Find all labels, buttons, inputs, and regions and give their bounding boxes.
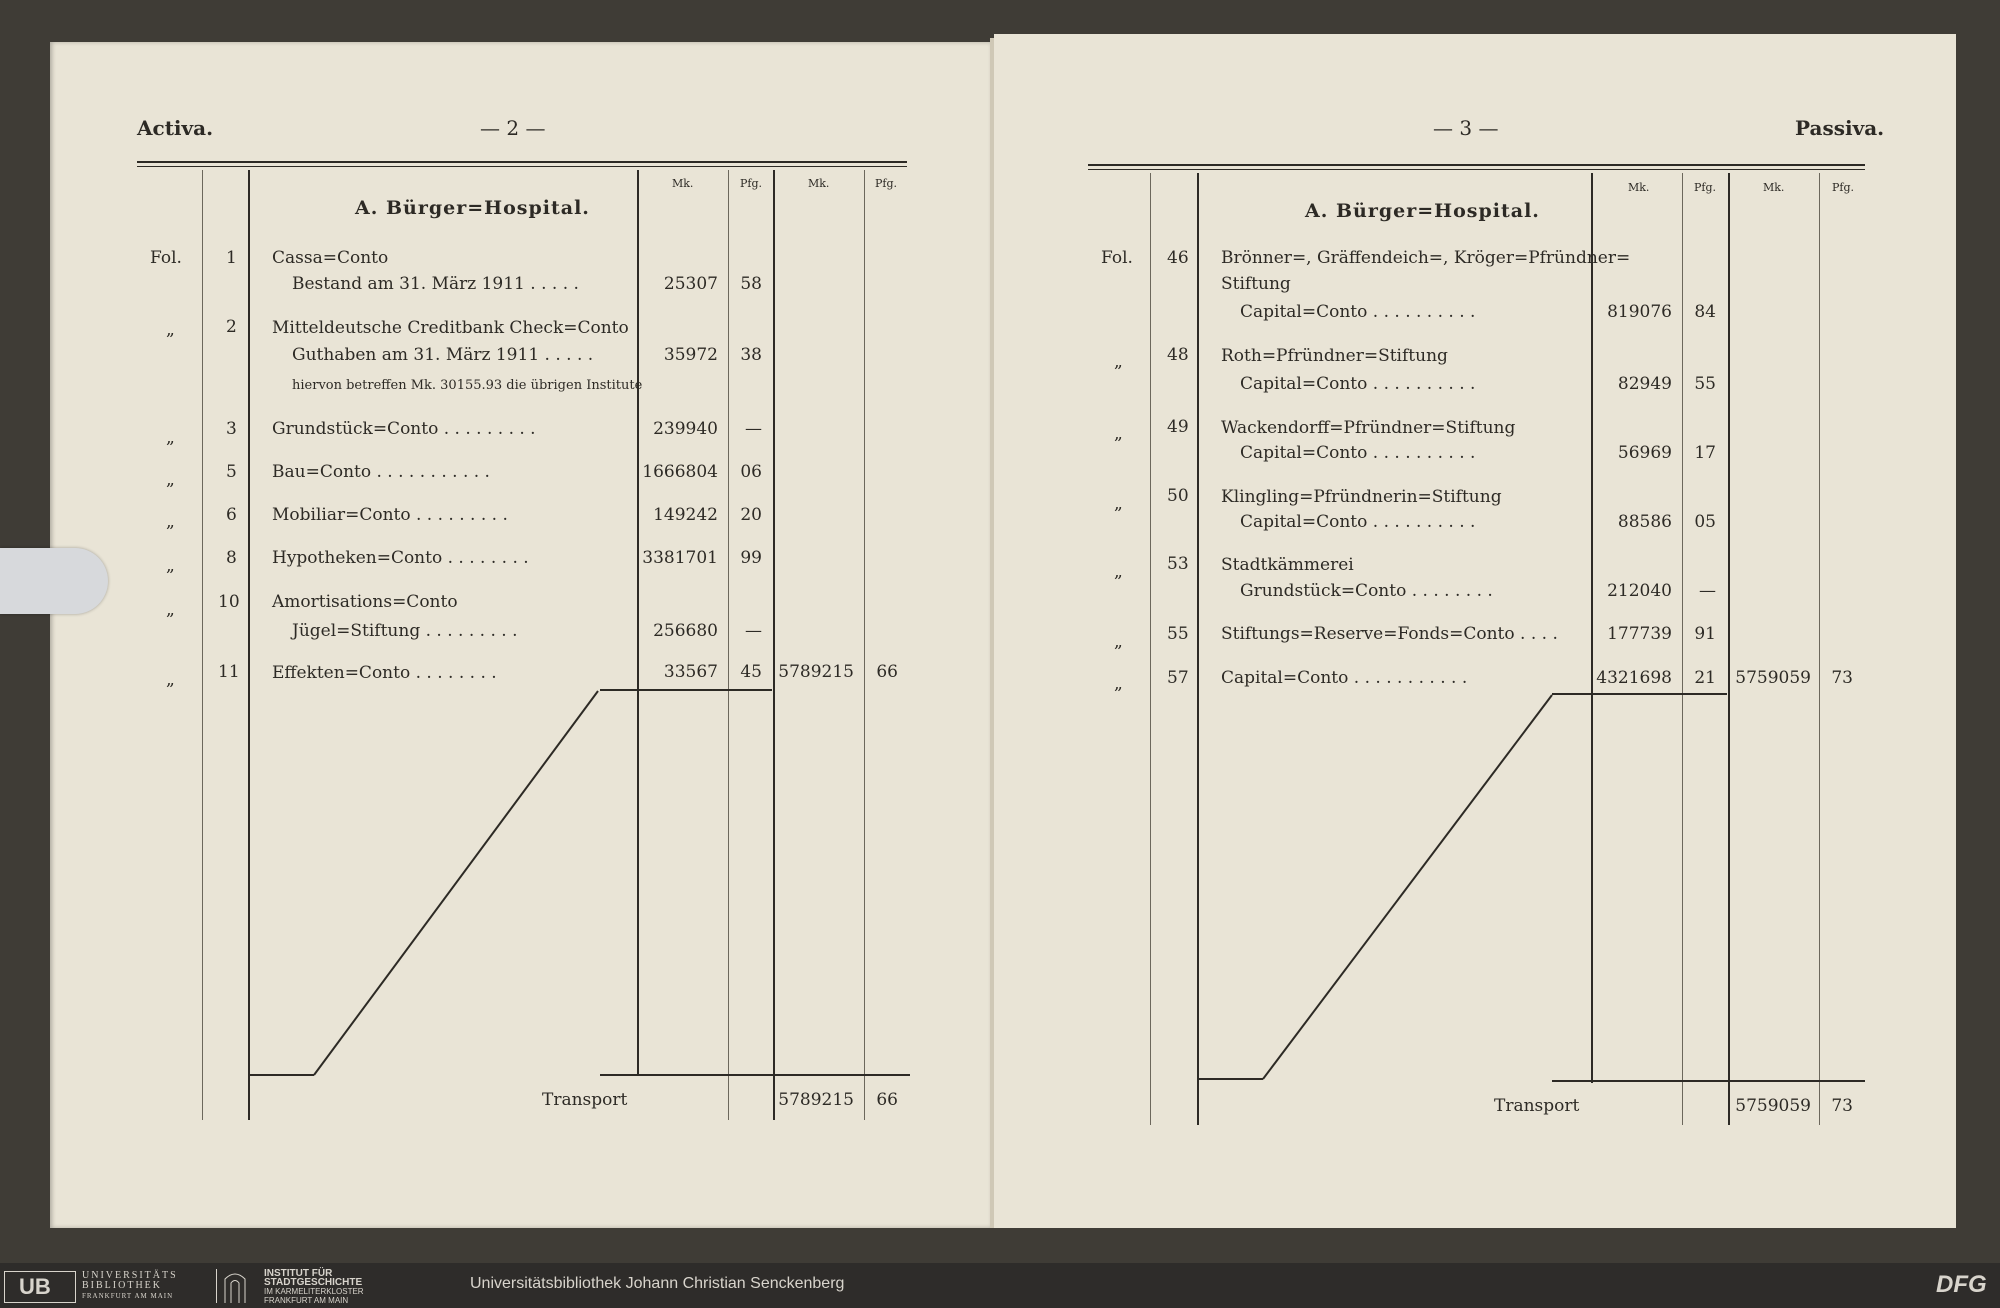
ub-logo-text: UB	[19, 1274, 51, 1299]
row-number: 49	[1167, 417, 1189, 437]
rule-top-right	[1088, 164, 1865, 166]
row-detail: Capital=Conto . . . . . . . . . .	[1240, 512, 1476, 532]
row-number: 50	[1167, 486, 1189, 506]
row-detail: Grundstück=Conto . . . . . . . .	[1240, 581, 1493, 601]
ditto-mark: „	[166, 600, 175, 620]
col-line	[864, 170, 865, 1120]
transport-mk-left: 5789215	[778, 1090, 854, 1110]
col-line	[1728, 173, 1730, 1125]
row-number: 55	[1167, 624, 1189, 644]
transport-label-left: Transport	[542, 1090, 628, 1110]
row-account: Capital=Conto . . . . . . . . . . .	[1221, 668, 1468, 688]
row-pfg: 20	[740, 505, 762, 525]
row-pfg: 84	[1694, 302, 1716, 322]
row-pfg: 99	[740, 548, 762, 568]
row-account: Grundstück=Conto . . . . . . . . .	[272, 419, 536, 439]
row-account: Hypotheken=Conto . . . . . . . .	[272, 548, 529, 568]
row-detail: Capital=Conto . . . . . . . . . .	[1240, 302, 1476, 322]
rule-top-left-thin	[137, 166, 907, 167]
row-number: 48	[1167, 345, 1189, 365]
total-mk: 5759059	[1735, 668, 1811, 688]
fol-label: Fol.	[1101, 248, 1133, 268]
isg-line3: IM KARMELITERKLOSTER	[264, 1287, 364, 1296]
col-line	[773, 170, 775, 1120]
row-account: Mitteldeutsche Creditbank Check=Conto	[272, 318, 629, 338]
row-pfg: —	[1699, 581, 1716, 601]
ditto-mark: „	[1114, 424, 1123, 444]
col-head-mk: Mk.	[808, 177, 830, 190]
row-mk: 1666804	[642, 462, 718, 482]
dfg-logo: DFG	[1936, 1271, 1987, 1298]
fol-label: Fol.	[150, 248, 182, 268]
row-pfg: 55	[1694, 374, 1716, 394]
row-mk: 3381701	[642, 548, 718, 568]
transport-label-right: Transport	[1494, 1096, 1580, 1116]
ditto-mark: „	[1114, 494, 1123, 514]
row-account: Stiftungs=Reserve=Fonds=Conto . . . .	[1221, 624, 1558, 644]
isg-line2: STADTGESCHICHTE	[264, 1277, 363, 1288]
row-account: Roth=Pfründner=Stiftung	[1221, 346, 1448, 366]
row-pfg: —	[745, 419, 762, 439]
footer-bar	[0, 1263, 2000, 1308]
ditto-mark: „	[1114, 674, 1123, 694]
row-detail: Bestand am 31. März 1911 . . . . .	[292, 274, 579, 294]
ditto-mark: „	[166, 428, 175, 448]
row-mk: 819076	[1607, 302, 1672, 322]
row-mk: 4321698	[1596, 668, 1672, 688]
ub-line1: UNIVERSITÄTS	[82, 1270, 178, 1281]
col-line	[1682, 173, 1683, 1125]
row-number: 1	[226, 248, 237, 268]
row-account: Effekten=Conto . . . . . . . .	[272, 663, 497, 683]
col-line	[728, 170, 729, 1120]
transport-rule-left	[600, 1074, 910, 1076]
ub-line3: FRANKFURT AM MAIN	[82, 1292, 174, 1300]
row-mk: 212040	[1607, 581, 1672, 601]
row-account: Cassa=Conto	[272, 248, 389, 268]
row-mk: 25307	[663, 274, 718, 294]
passiva-header: Passiva.	[1795, 116, 1885, 140]
transport-pfg-left: 66	[876, 1090, 898, 1110]
rule-top-left	[137, 161, 907, 163]
ditto-mark: „	[1114, 632, 1123, 652]
total-pfg: 66	[876, 662, 898, 682]
transport-mk-right: 5759059	[1735, 1096, 1811, 1116]
ditto-mark: „	[166, 320, 175, 340]
row-detail: Capital=Conto . . . . . . . . . .	[1240, 443, 1476, 463]
row-detail: Jügel=Stiftung . . . . . . . . .	[292, 621, 518, 641]
row-number: 46	[1167, 248, 1189, 268]
isg-line1: INSTITUT FÜR	[264, 1268, 333, 1279]
ub-line2: BIBLIOTHEK	[82, 1280, 162, 1291]
page-number-right: — 3 —	[1433, 116, 1499, 140]
row-account-cont: Stiftung	[1221, 274, 1291, 294]
row-pfg: 58	[740, 274, 762, 294]
row-account: Brönner=, Gräffendeich=, Kröger=Pfründner=	[1221, 248, 1631, 268]
rule-top-right-thin	[1088, 169, 1865, 170]
isg-name	[264, 1269, 364, 1305]
col-line	[202, 170, 203, 1120]
row-pfg: 45	[740, 662, 762, 682]
col-line	[637, 170, 639, 1075]
col-head-mk: Mk.	[1763, 181, 1785, 194]
subtotal-rule-left	[600, 689, 772, 691]
row-pfg: —	[745, 621, 762, 641]
transport-pfg-right: 73	[1831, 1096, 1853, 1116]
row-pfg: 38	[740, 345, 762, 365]
section-title-left: A. Bürger=Hospital.	[355, 197, 590, 219]
row-mk: 33567	[663, 662, 718, 682]
row-number: 6	[226, 505, 237, 525]
total-pfg: 73	[1831, 668, 1853, 688]
row-pfg: 06	[740, 462, 762, 482]
col-head-mk: Mk.	[1628, 181, 1650, 194]
row-mk: 56969	[1617, 443, 1672, 463]
row-number: 10	[218, 592, 240, 612]
section-title-right: A. Bürger=Hospital.	[1305, 200, 1540, 222]
ditto-mark: „	[166, 670, 175, 690]
col-line	[1591, 173, 1593, 1083]
row-detail: Guthaben am 31. März 1911 . . . . .	[292, 345, 594, 365]
ub-logo	[4, 1271, 76, 1303]
total-mk: 5789215	[778, 662, 854, 682]
col-head-pfg: Pfg.	[740, 177, 763, 190]
row-account: Bau=Conto . . . . . . . . . . .	[272, 462, 490, 482]
cancel-stroke-left	[248, 689, 608, 1079]
row-account: Stadtkämmerei	[1221, 555, 1354, 575]
row-number: 5	[226, 462, 237, 482]
row-pfg: 17	[1694, 443, 1716, 463]
col-line	[1150, 173, 1151, 1125]
row-number: 8	[226, 548, 237, 568]
col-head-pfg: Pfg.	[1694, 181, 1717, 194]
row-mk: 239940	[653, 419, 718, 439]
col-head-pfg: Pfg.	[1832, 181, 1855, 194]
row-account: Klingling=Pfründnerin=Stiftung	[1221, 487, 1502, 507]
row-pfg: 21	[1694, 668, 1716, 688]
page-number-left: — 2 —	[480, 116, 546, 140]
activa-header: Activa.	[137, 116, 214, 140]
page-tab-marker	[0, 548, 108, 614]
row-pfg: 05	[1694, 512, 1716, 532]
ditto-mark: „	[1114, 562, 1123, 582]
ditto-mark: „	[1114, 352, 1123, 372]
cancel-stroke-right	[1197, 693, 1557, 1083]
col-head-mk: Mk.	[672, 177, 694, 190]
row-account: Amortisations=Conto	[272, 592, 458, 612]
row-mk: 88586	[1617, 512, 1672, 532]
subtotal-rule-right	[1552, 693, 1727, 695]
col-line	[1819, 173, 1820, 1125]
row-note: hiervon betreffen Mk. 30155.93 die übrigen Institute	[292, 378, 643, 393]
ditto-mark: „	[166, 512, 175, 532]
row-pfg: 91	[1694, 624, 1716, 644]
row-mk: 177739	[1607, 624, 1672, 644]
isg-line4: FRANKFURT AM MAIN	[264, 1296, 349, 1305]
row-mk: 82949	[1617, 374, 1672, 394]
isg-logo-icon	[216, 1269, 257, 1303]
ditto-mark: „	[166, 556, 175, 576]
row-detail: Capital=Conto . . . . . . . . . .	[1240, 374, 1476, 394]
row-mk: 256680	[653, 621, 718, 641]
row-mk: 149242	[653, 505, 718, 525]
transport-rule-right	[1552, 1080, 1865, 1082]
row-number: 2	[226, 317, 237, 337]
col-head-pfg: Pfg.	[875, 177, 898, 190]
row-number: 11	[218, 662, 240, 682]
footer-center-text: Universitätsbibliothek Johann Christian Senckenberg	[470, 1275, 845, 1292]
row-account: Mobiliar=Conto . . . . . . . . .	[272, 505, 508, 525]
ub-name	[82, 1271, 178, 1301]
row-mk: 35972	[663, 345, 718, 365]
row-number: 57	[1167, 668, 1189, 688]
ditto-mark: „	[166, 470, 175, 490]
row-number: 53	[1167, 554, 1189, 574]
row-account: Wackendorff=Pfründner=Stiftung	[1221, 418, 1516, 438]
row-number: 3	[226, 419, 237, 439]
